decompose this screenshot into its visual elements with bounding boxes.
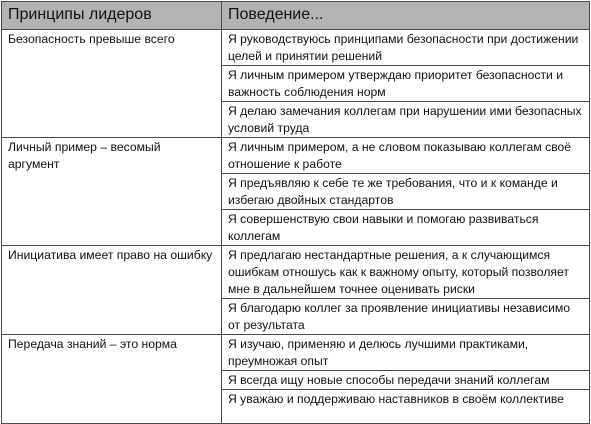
table-header-row: [2, 2, 590, 30]
table-row: [2, 30, 590, 66]
behavior-cell: Я руководствуюсь принципами безопасности при достижении целей и принятии решений: [221, 30, 589, 66]
behavior-cell: Я изучаю, применяю и делюсь лучшими практиками, преумножая опыт: [221, 335, 589, 371]
behavior-cell: Я уважаю и поддерживаю наставников в своём коллективе: [221, 390, 589, 424]
behavior-cell: Я предлагаю нестандартные решения, а к случающимся ошибкам отношусь как к важному опыту, который позволяет мне в дальнейшем точнее оценивать риски: [221, 246, 589, 299]
behavior-cell: Я всегда ищу новые способы передачи знаний коллегам: [221, 371, 589, 390]
leaders-principles-table: [1, 1, 590, 424]
behavior-cell: Я совершенствую свои навыки и помогаю развиваться коллегам: [221, 210, 589, 246]
behavior-cell: Я личным примером, а не словом показываю коллегам своё отношение к работе: [221, 138, 589, 174]
principle-personal-example: Личный пример – весомый аргумент: [2, 138, 222, 246]
behavior-cell: Я личным примером утверждаю приоритет безопасности и важность соблюдения норм: [221, 66, 589, 102]
behavior-cell: Я предъявляю к себе те же требования, что и к команде и избегаю двойных стандартов: [221, 174, 589, 210]
principle-safety-first: Безопасность превыше всего: [2, 30, 222, 138]
header-behavior: Поведение...: [221, 2, 589, 30]
header-principles: Принципы лидеров: [2, 2, 222, 30]
behavior-cell: Я благодарю коллег за проявление инициативы независимо от результата: [221, 299, 589, 335]
principle-initiative: Инициатива имеет право на ошибку: [2, 246, 222, 335]
table-row: [2, 335, 590, 371]
behavior-cell: Я делаю замечания коллегам при нарушении ими безопасных условий труда: [221, 102, 589, 138]
table-row: [2, 138, 590, 174]
table-row: [2, 246, 590, 299]
principle-knowledge-sharing: Передача знаний – это норма: [2, 335, 222, 424]
